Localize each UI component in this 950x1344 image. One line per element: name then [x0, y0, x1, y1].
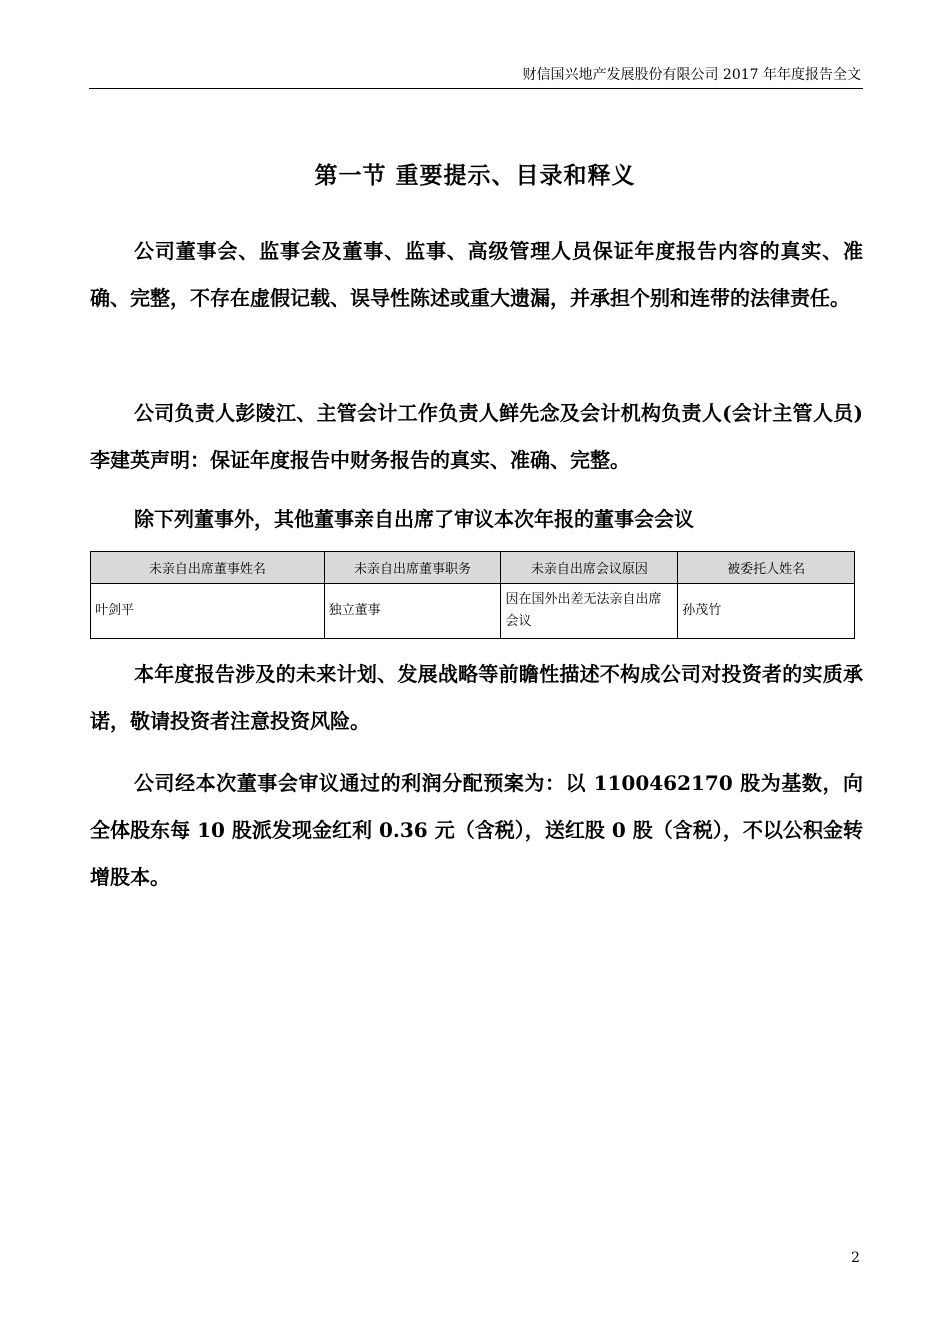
header-rule: [89, 88, 863, 89]
table-header-row: [91, 552, 855, 584]
cell-proxy-name: 孙茂竹: [678, 584, 855, 639]
cell-director-title: 独立董事: [324, 584, 501, 639]
paragraph-absent-directors-intro: 除下列董事外，其他董事亲自出席了审议本次年报的董事会会议: [134, 507, 694, 531]
paragraph-responsible-persons: 公司负责人彭陵江、主管会计工作负责人鲜先念及会计机构负责人(会计主管人员)李建英声明：保证年度报告中财务报告的真实、准确、完整。: [90, 401, 863, 472]
paragraph-profit-distribution: 公司经本次董事会审议通过的利润分配预案为：以 1100462170 股为基数，向全体股东每 10 股派发现金红利 0.36 元（含税），送红股 0 股（含税），不以公积金转增股本。: [90, 771, 863, 889]
running-header: 财信国兴地产发展股份有限公司 2017 年年度报告全文: [522, 67, 861, 83]
cell-absence-reason: 因在国外出差无法亲自出席会议: [501, 584, 678, 639]
section-title: 第一节 重要提示、目录和释义: [314, 162, 636, 189]
page-number: 2: [851, 1250, 860, 1266]
absent-directors-table: [90, 551, 855, 639]
cell-director-name: 叶剑平: [91, 584, 325, 639]
header-absent-director-title: 未亲自出席董事职务: [324, 552, 501, 584]
paragraph-forward-looking-statement: 本年度报告涉及的未来计划、发展战略等前瞻性描述不构成公司对投资者的实质承诺，敬请投资者注意投资风险。: [90, 662, 863, 733]
header-absent-director-name: 未亲自出席董事姓名: [91, 552, 325, 584]
header-absence-reason: 未亲自出席会议原因: [501, 552, 678, 584]
header-proxy-name: 被委托人姓名: [678, 552, 855, 584]
paragraph-board-guarantee: 公司董事会、监事会及董事、监事、高级管理人员保证年度报告内容的真实、准确、完整，不存在虚假记载、误导性陈述或重大遗漏，并承担个别和连带的法律责任。: [90, 239, 863, 310]
table-row: [91, 584, 855, 639]
